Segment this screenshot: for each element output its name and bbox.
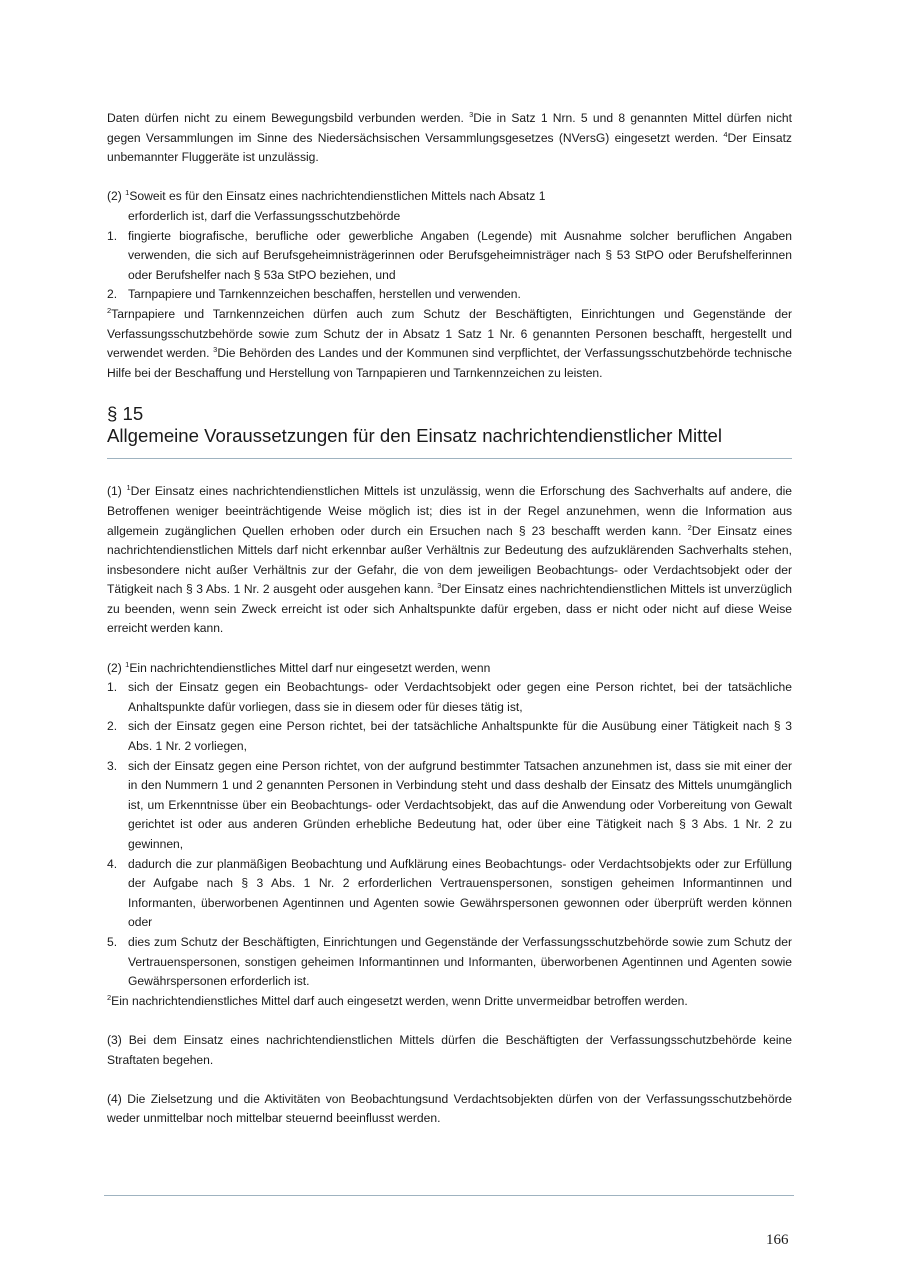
list-item: 2. Tarnpapiere und Tarnkennzeichen beschaffen, herstellen und verwenden.: [107, 287, 521, 302]
paragraph-4: (4) Die Zielsetzung und die Aktivitäten von Beobachtungsund Verdachtsobjekten dürfen von der Verfassungsschutzbehörde weder unmittelbar noch mittelbar steuernd beeinflusst werden.: [107, 1091, 792, 1126]
paragraph-3: (3) Bei dem Einsatz eines nachrichtendienstlichen Mittels dürfen die Beschäftigten der Verfassungsschutzbehörde keine Straftaten begehen.: [107, 1032, 792, 1067]
list-item: 4. dadurch die zur planmäßigen Beobachtung und Aufklärung eines Beobachtungs- oder Verdachtsobjekts oder zur Erfüllung der Aufgabe nach § 3 Abs. 1 Nr. 2 erforderlichen Vertrauenspersonen, sonstigen geheimen Informantinnen und Informanten, überworbenen Agentinnen und Agenten sowie Gewährspersonen gewonnen oder überprüft werden können oder: [107, 856, 792, 930]
paragraph-1: (1) $^1$Der Einsatz eines nachrichtendienstlichen Mittels ist unzulässig, wenn die Erforschung des Sachverhalts auf andere, die Betroffenen weniger beeinträchtigende Weise möglich ist; dies ist in der Regel anzunehmen, wenn die Information aus allgemein zugänglichen Quellen erhoben oder durch ein Ersuchen nach § 23 beschafft werden kann. $^2$Der Einsatz eines nachrichtendienstlichen Mittels darf nicht erkennbar außer Verhältnis zur Bedeutung des aufzuklärenden Sachverhalts stehen, insbesondere nicht außer Verhältnis zur der Gefahr, die von dem jeweiligen Beobachtungs- oder Verdachtsobjekt oder der Tätigkeit nach § 3 Abs. 1 Nr. 2 ausgeht oder ausgehen kann. $^3$Der Einsatz eines nachrichtendienstlichen Mittels ist unverzüglich zu beenden, wenn sein Zweck erreicht ist oder sich Anhaltspunkte dafür ergeben, dass er nicht oder nicht auf diese Weise erreicht werden kann.: [107, 483, 793, 636]
list-item: 3. sich der Einsatz gegen eine Person richtet, von der aufgrund bestimmter Tatsachen anzunehmen ist, dass sie mit einer der in den Nummern 1 und 2 genannten Personen in Verbindung steht und dass deshalb der Einsatz des Mittels unumgänglich ist, um Erkenntnisse über ein Beobachtungs- oder Verdachtsobjekt, das auf die Anwendung oder Vorbereitung von Gewalt gerichtet ist oder aus anderen Gründen erhebliche Bedeutung hat, oder über eine Tätigkeit nach § 3 Abs. 1 Nr. 2 zu gewinnen,: [107, 758, 792, 851]
section-title: Allgemeine Voraussetzungen für den Einsatz nachrichtendienstlicher Mittel: [107, 425, 722, 447]
section-number: § 15: [107, 403, 144, 425]
paragraph-2-previous: [107, 187, 792, 383]
intro-paragraph: Daten dürfen nicht zu einem Bewegungsbild verbunden werden. $^3$Die in Satz 1 Nrn. 5 und 8 genannten Mittel dürfen nicht gegen Versammlungen im Sinne des Niedersächsischen Versammlungsgesetzes (NVersG) eingesetzt werden. $^4$Der Einsatz unbemannter Fluggeräte ist unzulässig.: [107, 110, 792, 165]
list-item: 1. fingierte biografische, berufliche oder gewerbliche Angaben (Legende) mit Ausnahme solcher beruflichen Angaben verwenden, die sich auf Berufsgeheimnisträgerinnen oder Berufsgeheimnisträger nach § 53 StPO oder Berufshelferinnen oder Berufshelfer nach § 53a StPO beziehen, und: [107, 228, 792, 282]
page-body: [107, 109, 792, 1149]
page-number: 166: [766, 1232, 789, 1248]
paragraph-lead: (2) $^1$Ein nachrichtendienstliches Mittel darf nur eingesetzt werden, wenn: [107, 659, 491, 675]
list-item: 2. sich der Einsatz gegen eine Person richtet, bei der tatsächliche Anhaltspunkte für die Ausübung einer Tätigkeit nach § 3 Abs. 1 Nr. 2 vorliegen,: [107, 719, 792, 754]
paragraph-lead-continued: erforderlich ist, darf die Verfassungsschutzbehörde: [128, 208, 401, 223]
paragraph-2: [107, 659, 792, 1012]
paragraph-sentence: $^2$Tarnpapiere und Tarnkennzeichen dürfen auch zum Schutz der Beschäftigten, Einrichtungen und Gegenstände der Verfassungsschutzbehörde sowie zum Schutz der in Absatz 1 Satz 1 Nr. 6 genannten Personen beschafft, hergestellt und verwendet werden. $^3$Die Behörden des Landes und der Kommunen sind verpflichtet, der Verfassungsschutzbehörde technische Hilfe bei der Beschaffung und Herstellung von Tarnpapieren und Tarnkennzeichen zu leisten.: [107, 305, 792, 380]
paragraph-lead: (2) $^1$Soweit es für den Einsatz eines nachrichtendienstlichen Mittels nach Absatz 1: [107, 188, 546, 204]
footer-divider: [104, 1195, 794, 1196]
section-heading: [107, 403, 792, 459]
paragraph-sentence: $^2$Ein nachrichtendienstliches Mittel darf auch eingesetzt werden, wenn Dritte unvermeidbar betroffen werden.: [107, 992, 688, 1008]
list-item: 1. sich der Einsatz gegen ein Beobachtungs- oder Verdachtsobjekt oder gegen eine Person richtet, bei der tatsächliche Anhaltspunkte dafür vorliegen, dass sie in diesem oder für dieses tätig ist,: [107, 680, 792, 714]
list-item: 5. dies zum Schutz der Beschäftigten, Einrichtungen und Gegenstände der Verfassungsschutzbehörde sowie zum Schutz der Vertrauenspersonen, sonstigen geheimen Informantinnen und Informanten, überworbenen Agentinnen und Agenten sowie Gewährspersonen erforderlich ist.: [107, 934, 792, 989]
